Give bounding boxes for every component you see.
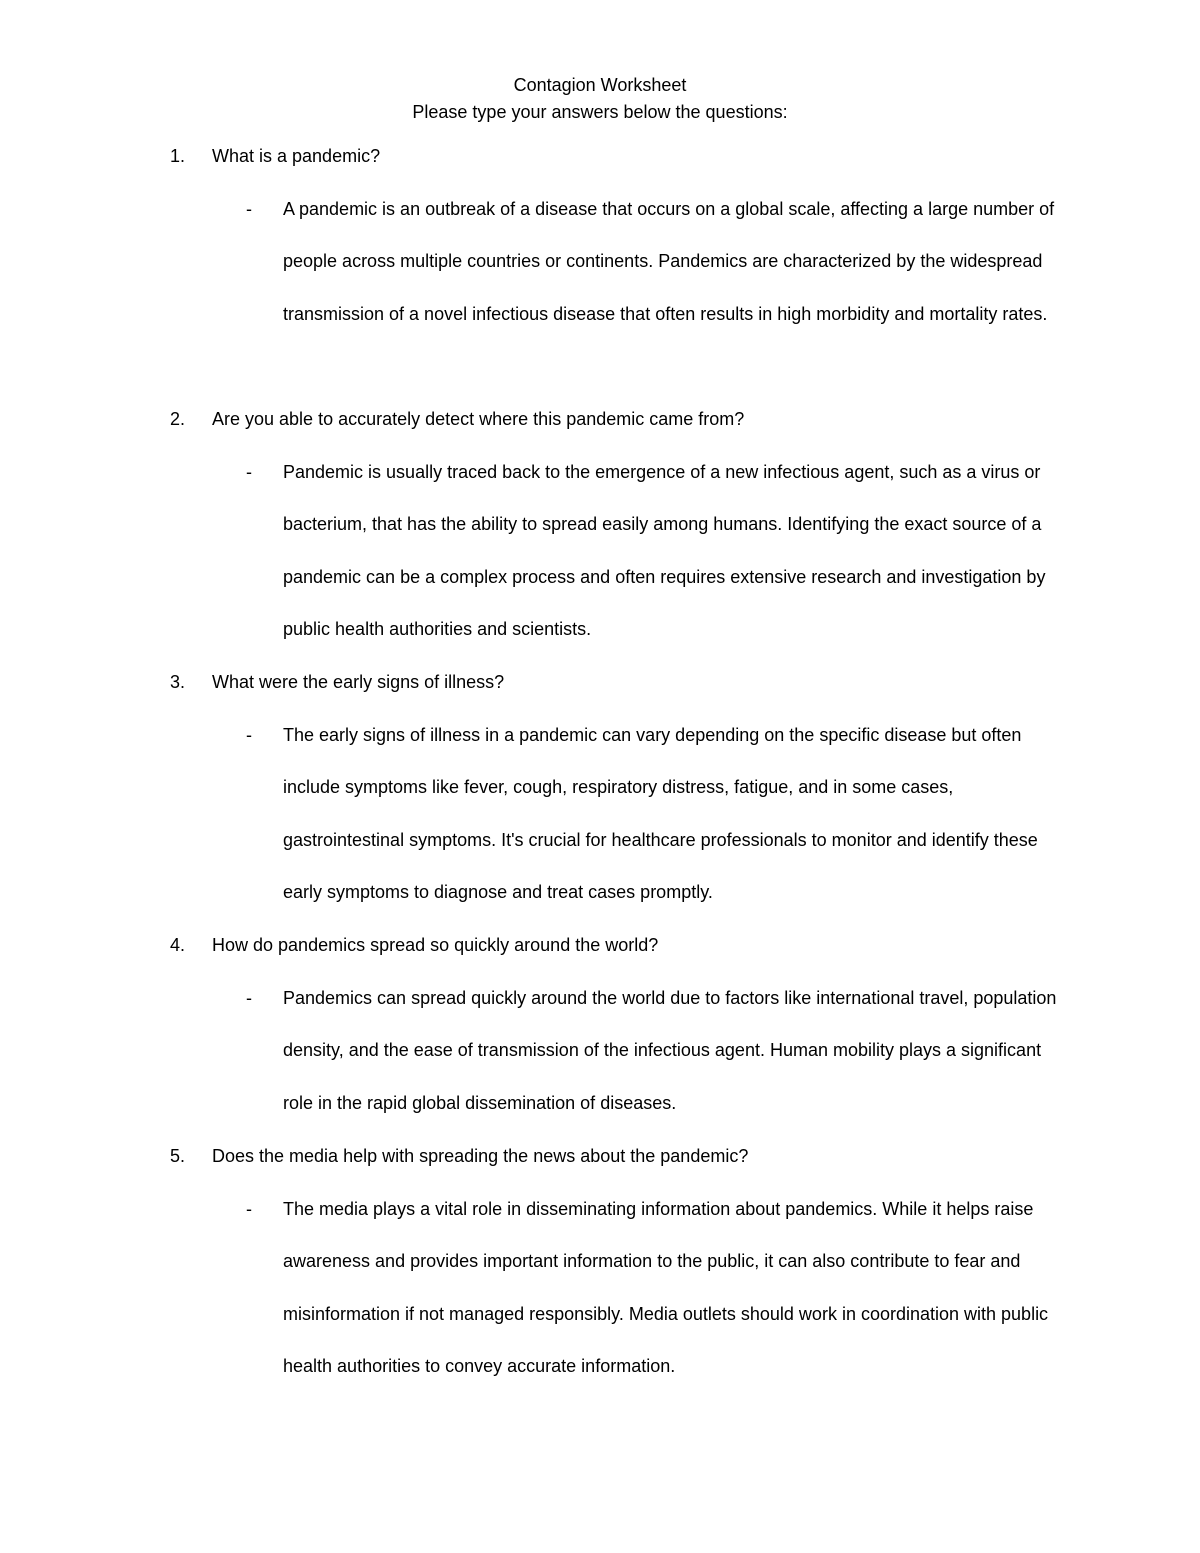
document-title: Contagion Worksheet <box>513 75 687 95</box>
question-number: 4. <box>170 935 186 955</box>
answer-dash: - <box>246 1199 252 1219</box>
answer-text: A pandemic is an outbreak of a disease that occurs on a global scale, affecting a large number of people across multiple countries or continents. Pandemics are characterized by the widespread transmission of a novel infectious disease that often results in high morbidity and mortality rates. <box>283 198 1055 324</box>
question-block-1 <box>0 143 1200 324</box>
question-block-3 <box>0 669 1200 903</box>
question-1 <box>0 143 1200 169</box>
question-number: 1. <box>170 146 186 166</box>
answer-dash: - <box>246 725 252 745</box>
question-5 <box>0 1143 1200 1169</box>
question-4 <box>0 932 1200 958</box>
question-text: How do pandemics spread so quickly around the world? <box>212 935 659 955</box>
answer-text: The early signs of illness in a pandemic can vary depending on the specific disease but often include symptoms like fever, cough, respiratory distress, fatigue, and in some cases, gastrointestinal symptoms. It's crucial for healthcare professionals to monitor and identify these early symptoms to diagnose and treat cases promptly. <box>283 724 1038 903</box>
question-text: Does the media help with spreading the news about the pandemic? <box>212 1146 749 1166</box>
document-subtitle: Please type your answers below the questions: <box>412 102 788 122</box>
question-number: 3. <box>170 672 186 692</box>
answer-text: Pandemic is usually traced back to the emergence of a new infectious agent, such as a virus or bacterium, that has the ability to spread easily among humans. Identifying the exact source of a pandemic can be a complex process and often requires extensive research and investigation by public health authorities and scientists. <box>283 461 1046 640</box>
question-number: 2. <box>170 409 186 429</box>
answer-dash: - <box>246 462 252 482</box>
question-text: What were the early signs of illness? <box>212 672 505 692</box>
question-number: 5. <box>170 1146 186 1166</box>
question-block-5 <box>0 1143 1200 1377</box>
question-text: What is a pandemic? <box>212 146 381 166</box>
question-block-2 <box>0 406 1200 640</box>
answer-dash: - <box>246 988 252 1008</box>
question-text: Are you able to accurately detect where this pandemic came from? <box>212 409 745 429</box>
question-2 <box>0 406 1200 432</box>
question-3 <box>0 669 1200 695</box>
answer-text: The media plays a vital role in disseminating information about pandemics. While it helps raise awareness and provides important information to the public, it can also contribute to fear and misinformation if not managed responsibly. Media outlets should work in coordination with public health authorities to convey accurate information. <box>283 1198 1049 1377</box>
answer-text: Pandemics can spread quickly around the world due to factors like international travel, population density, and the ease of transmission of the infectious agent. Human mobility plays a significant role in the rapid global dissemination of diseases. <box>283 987 1057 1113</box>
question-block-4 <box>0 932 1200 1113</box>
answer-dash: - <box>246 199 252 219</box>
